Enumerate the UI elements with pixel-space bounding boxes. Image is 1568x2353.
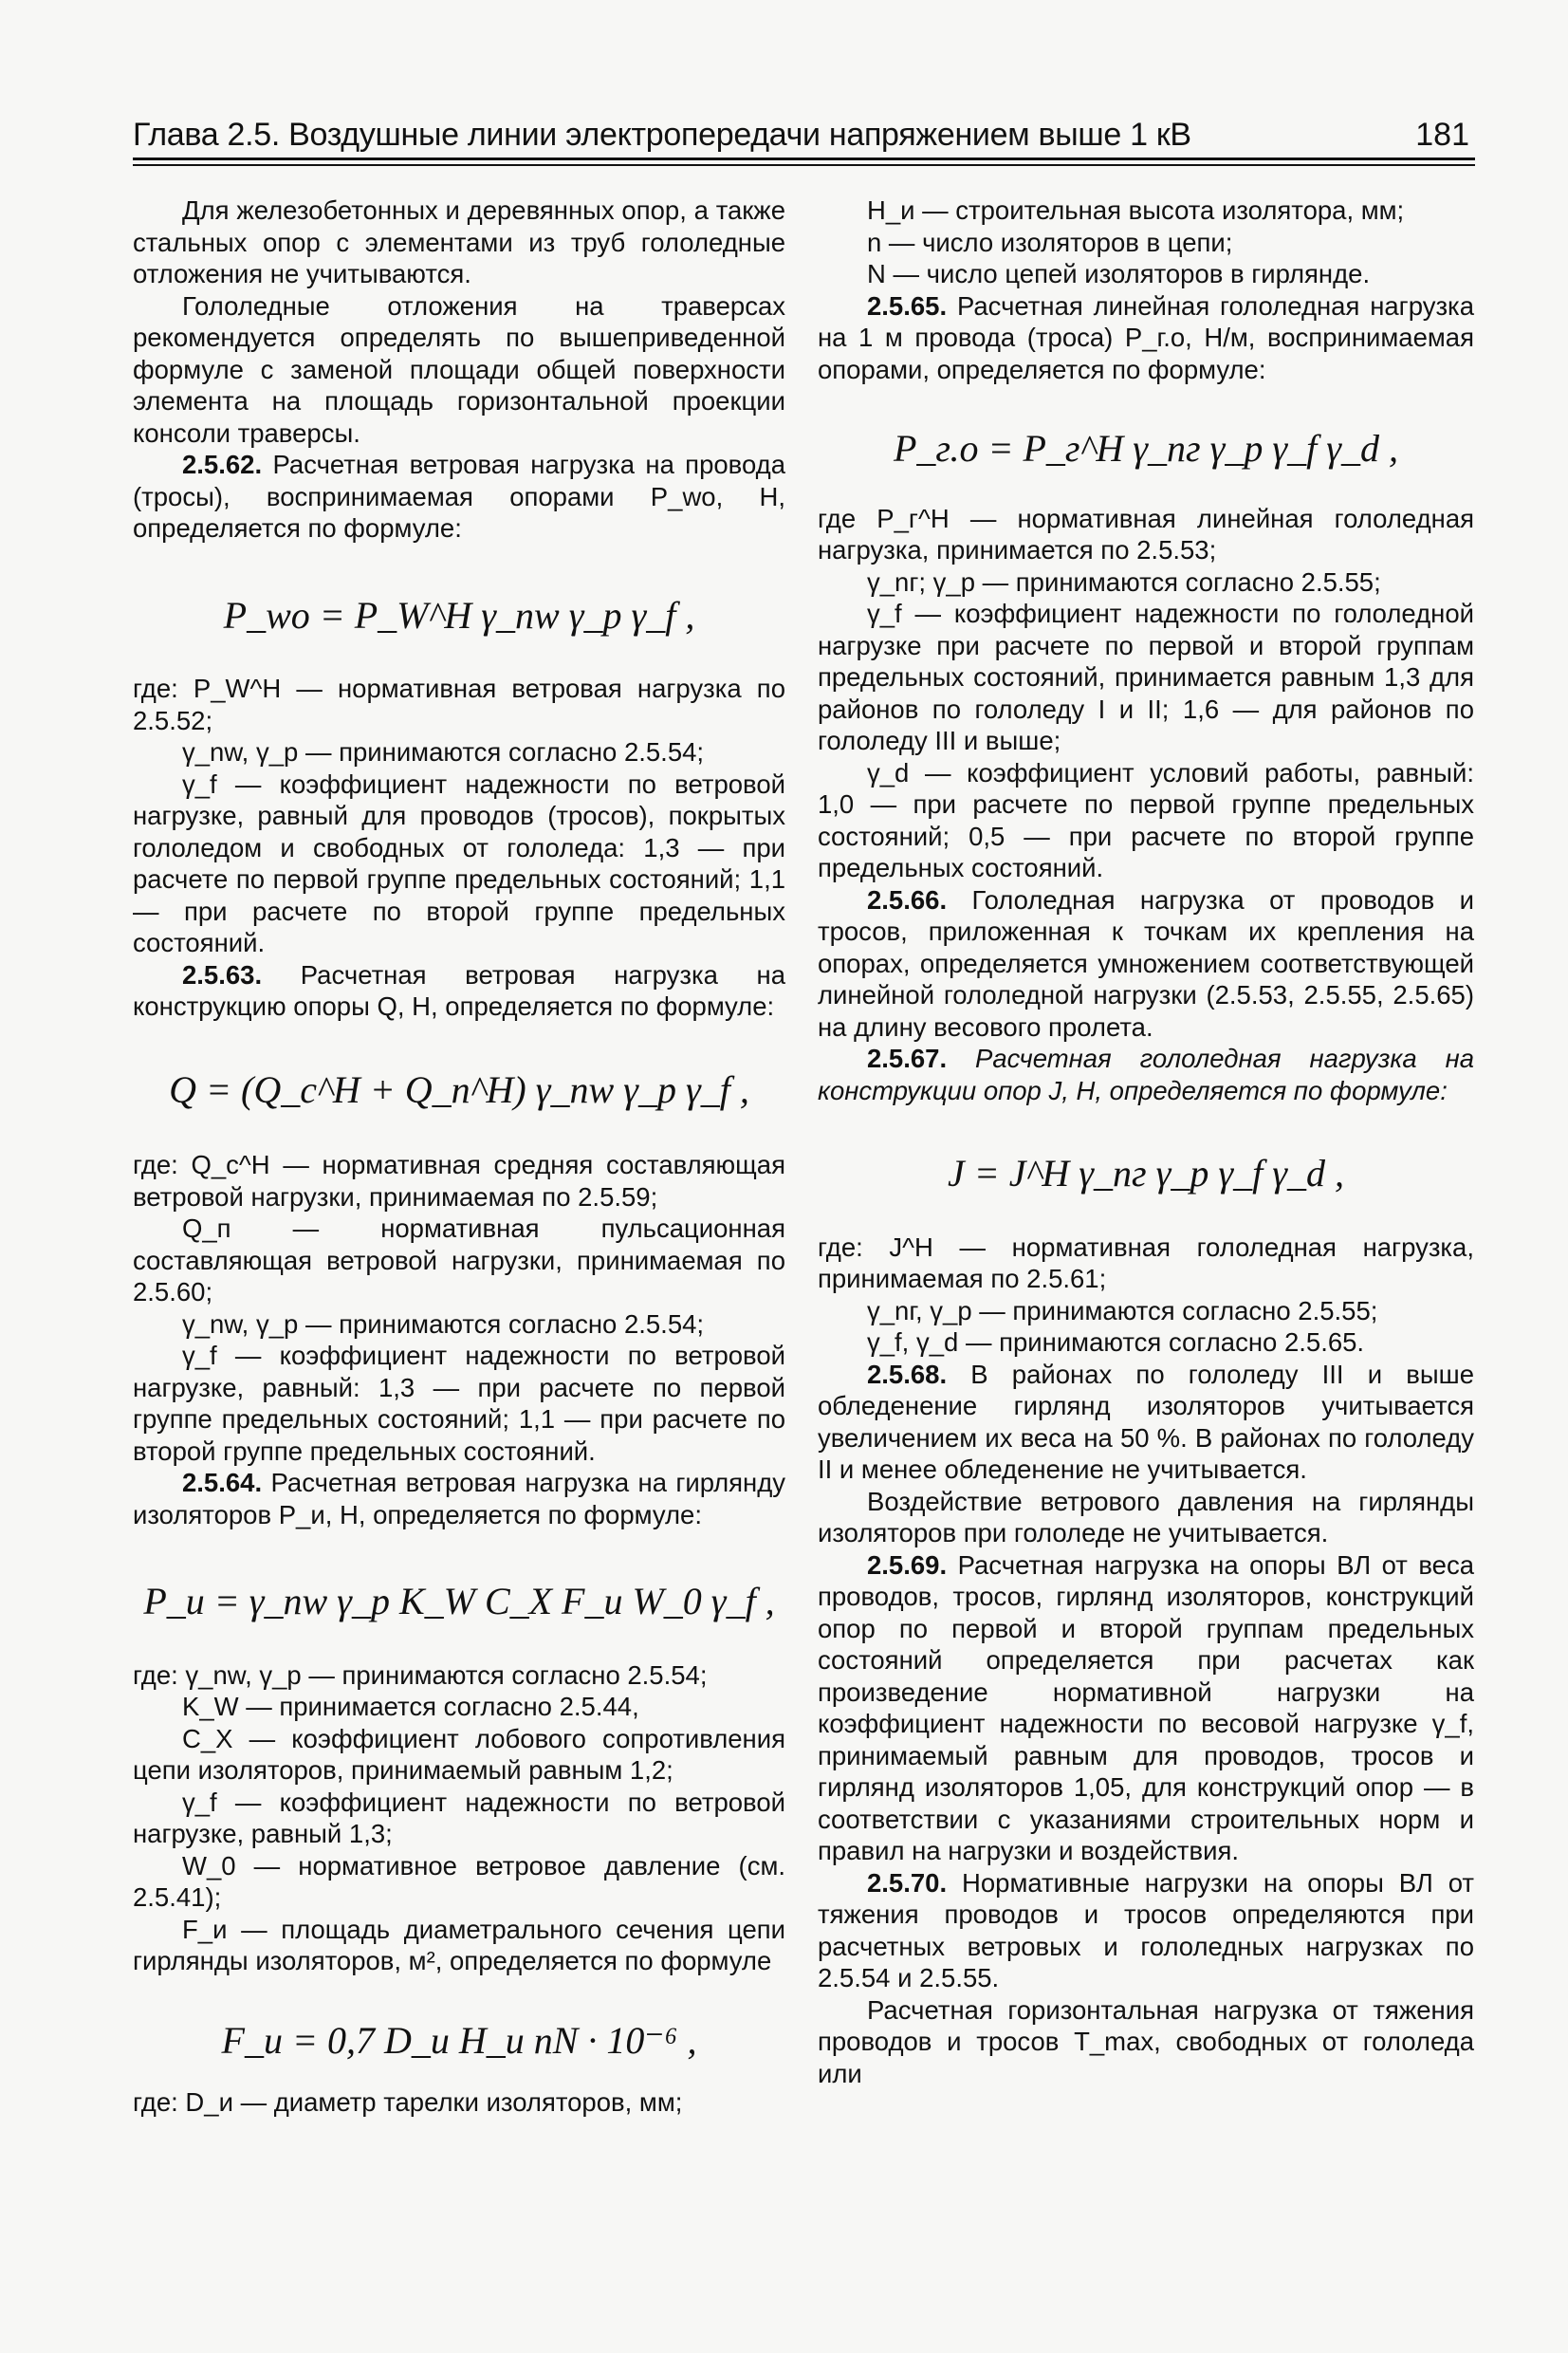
section-number: 2.5.70. <box>867 1867 948 1898</box>
section-number: 2.5.69. <box>867 1549 948 1580</box>
section-2-5-68 <box>818 1359 1474 1486</box>
running-header <box>133 114 1475 160</box>
paragraph: Воздействие ветрового давления на гирлянды изоляторов при гололеде не учитывается. <box>818 1486 1474 1547</box>
section-text: Расчетная нагрузка на опоры ВЛ от веса проводов, тросов, гирлянд изоляторов, конструкций опор по первой и второй группам предельных состояний определяется при расчетах как произведение нормативной нагрузки на коэффициент надежности по весовой нагрузке γ_f, принимаемый равным для проводов, тросов и гирлянд изоляторов 1,05, для конструкций опор — в соответствии с указаниями строительных норм и правил на нагрузки и воздействия. <box>818 1549 1474 1865</box>
section-text: Нормативные нагрузки на опоры ВЛ от тяжения проводов и тросов определяются при расчетных ветровых и гололедных нагрузках по 2.5.54 и 2.5.55. <box>818 1867 1474 1992</box>
paragraph: γ_f — коэффициент надежности по ветровой нагрузке, равный для проводов (тросов), покрытых гололедом и свободных от гололеда: 1,3 — при расчете по первой группе предельных состояний; 1,1 — при расчете по второй группе предельных состояний. <box>133 769 785 957</box>
section-number: 2.5.67. <box>867 1044 948 1073</box>
section-2-5-70 <box>818 1867 1474 1994</box>
paragraph: γ_nг; γ_р — принимаются согласно 2.5.55; <box>867 566 1381 597</box>
page-number: 181 <box>1415 117 1469 153</box>
paragraph: γ_f — коэффициент надежности по ветровой нагрузке, равный: 1,3 — при расчете по первой группе предельных состояний; 1,1 — при расчете по второй группе предельных состояний. <box>133 1341 785 1466</box>
section-text: Расчетная ветровая нагрузка на провода (тросы), воспринимаемая опорами P_wo, H, определяется по формуле: <box>133 450 785 543</box>
paragraph: γ_nw, γ_р — принимаются согласно 2.5.54; <box>182 737 705 767</box>
paragraph: где: D_и — диаметр тарелки изоляторов, мм; <box>133 2087 683 2117</box>
paragraph: C_X — коэффициент лобового сопротивления цепи изоляторов, принимаемый равным 1,2; <box>133 1723 785 1785</box>
paragraph: γ_f, γ_d — принимаются согласно 2.5.65. <box>867 1327 1365 1357</box>
formula-pi: P_и = γ_nw γ_р K_W C_X F_и W_0 γ_f , <box>143 1580 775 1622</box>
paragraph: где: γ_nw, γ_р — принимаются согласно 2.5.54; <box>133 1659 708 1690</box>
paragraph: где: J^Н — нормативная гололедная нагрузка, принимаемая по 2.5.61; <box>818 1232 1474 1293</box>
formula-fi: F_и = 0,7 D_и H_и nN · 10⁻⁶ , <box>221 2018 697 2062</box>
section-number: 2.5.62. <box>182 450 263 479</box>
section-number: 2.5.65. <box>867 290 948 321</box>
paragraph: Для железобетонных и деревянных опор, а также стальных опор с элементами из труб гололедные отложения не учитываются. <box>133 195 785 288</box>
paragraph: Q_п — нормативная пульсационная составляющая ветровой нагрузки, принимаемая по 2.5.60; <box>133 1214 785 1306</box>
section-2-5-65 <box>818 290 1474 386</box>
paragraph: Расчетная горизонтальная нагрузка от тяжения проводов и тросов T_max, свободных от гололеда или <box>818 1994 1474 2088</box>
section-2-5-63 <box>133 959 785 1023</box>
section-2-5-64 <box>133 1467 785 1530</box>
section-2-5-69 <box>818 1549 1474 1867</box>
chapter-title: Глава 2.5. Воздушные линии электропередачи напряжением выше 1 кВ <box>133 117 1191 153</box>
left-column <box>133 195 785 2119</box>
paragraph: F_и — площадь диаметрального сечения цепи гирлянды изоляторов, м², определяется по формуле <box>133 1914 785 1975</box>
section-text: Расчетная линейная гололедная нагрузка на 1 м провода (троса) P_г.о, Н/м, воспринимаемая опорами, определяется по формуле: <box>818 290 1474 384</box>
paragraph: γ_nw, γ_р — принимаются согласно 2.5.54; <box>182 1308 705 1339</box>
formula-pwo: P_wo = P_W^Н γ_nw γ_р γ_f , <box>223 593 695 637</box>
paragraph: γ_f — коэффициент надежности по ветровой нагрузке, равный 1,3; <box>133 1787 785 1848</box>
paragraph: H_и — строительная высота изолятора, мм; <box>867 195 1405 225</box>
section-2-5-66 <box>818 884 1474 1044</box>
formula-pgo: P_г.о = P_г^Н γ_nг γ_р γ_f γ_d , <box>893 427 1399 470</box>
section-2-5-62 <box>133 449 785 545</box>
paragraph: K_W — принимается согласно 2.5.44, <box>182 1692 639 1721</box>
section-number: 2.5.64. <box>182 1468 263 1497</box>
right-column <box>818 195 1474 2089</box>
section-text: Расчетная ветровая нагрузка на гирлянду изоляторов P_и, H, определяется по формуле: <box>133 1468 786 1529</box>
section-2-5-67 <box>818 1043 1474 1106</box>
section-text: В районах по гололеду III и выше обледенение гирлянд изоляторов учитывается увеличением их веса на 50 %. В районах по гололеду II и менее обледенение не учитывается. <box>818 1359 1474 1484</box>
paragraph: n — число изоляторов в цепи; <box>867 227 1233 257</box>
paragraph: Гололедные отложения на траверсах рекомендуется определять по вышеприведенной формуле с заменой площади общей поверхности элемента на площадь горизонтальной проекции консоли траверсы. <box>133 290 785 448</box>
paragraph: где: Q_с^Н — нормативная средняя составляющая ветровой нагрузки, принимаемая по 2.5.59; <box>133 1150 785 1212</box>
section-text: Гололедная нагрузка от проводов и тросов, приложенная к точкам их крепления на опорах, определяется умножением соответствующей линейной гололедной нагрузки (2.5.53, 2.5.55, 2.5.65) на длину весового пролета. <box>818 884 1474 1042</box>
section-text: Расчетная гололедная нагрузка на конструкции опор J, H, определяется по формуле: <box>818 1044 1475 1105</box>
formula-q: Q = (Q_с^Н + Q_п^Н) γ_nw γ_р γ_f , <box>169 1067 749 1111</box>
paragraph: N — число цепей изоляторов в гирлянде. <box>867 259 1371 288</box>
formula-j: J = J^H γ_nг γ_р γ_f γ_d , <box>947 1152 1345 1195</box>
section-number: 2.5.68. <box>867 1359 948 1389</box>
section-number: 2.5.66. <box>867 884 948 915</box>
section-number: 2.5.63. <box>182 959 263 990</box>
header-rule <box>133 164 1475 166</box>
paragraph: γ_nг, γ_р — принимаются согласно 2.5.55; <box>867 1295 1378 1325</box>
section-text: Расчетная ветровая нагрузка на конструкцию опоры Q, H, определяется по формуле: <box>133 959 785 1021</box>
paragraph: γ_f — коэффициент надежности по гололедной нагрузке при расчете по первой и второй группам предельных состояний, принимается равным 1,3 для районов по гололеду I и II; 1,6 — для районов по гололеду III и выше; <box>818 599 1474 755</box>
paragraph: γ_d — коэффициент условий работы, равный: 1,0 — при расчете по первой группе предельных состояний; 0,5 — при расчете по второй группе предельных состояний. <box>818 757 1474 882</box>
paragraph: W_0 — нормативное ветровое давление (см. 2.5.41); <box>133 1850 785 1912</box>
paragraph: где P_г^Н — нормативная линейная гололедная нагрузка, принимается по 2.5.53; <box>818 503 1474 565</box>
paragraph: где: P_W^Н — нормативная ветровая нагрузка по 2.5.52; <box>133 674 785 735</box>
